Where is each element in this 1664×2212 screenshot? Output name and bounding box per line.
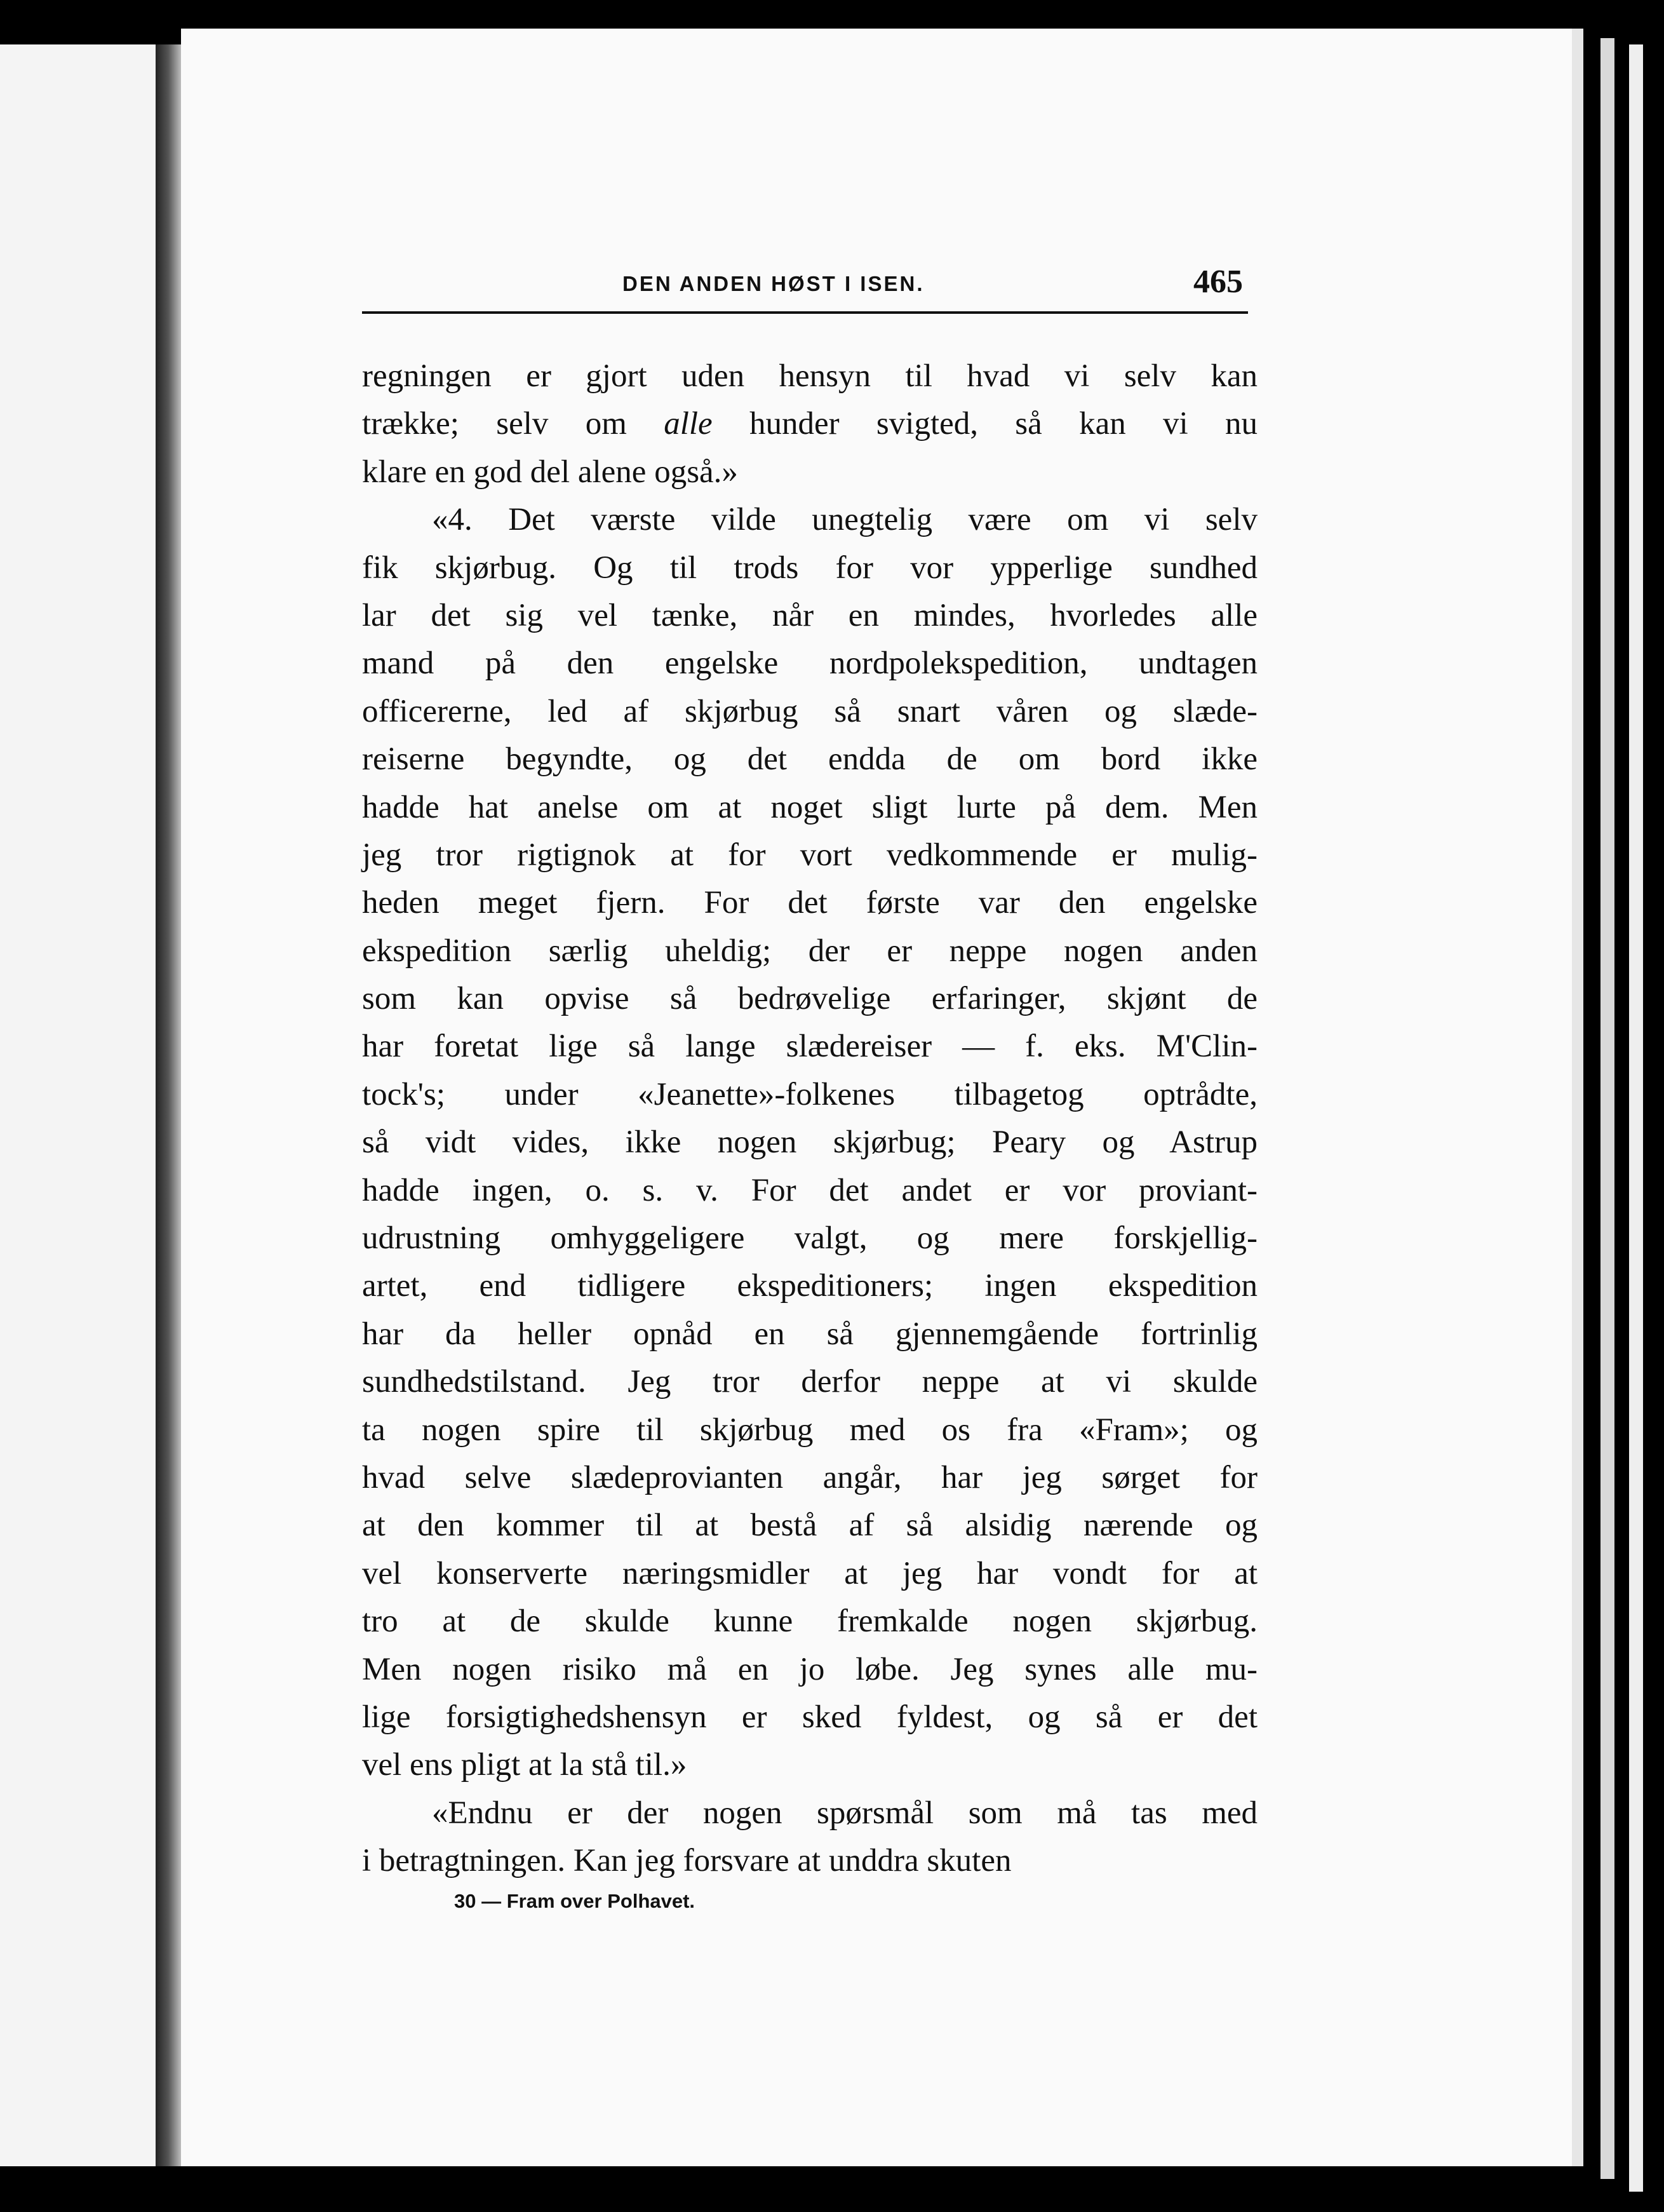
body-text	[362, 353, 1258, 1885]
text-line: udrustning omhyggeligere valgt, og mere forskjellig-	[362, 1220, 1258, 1257]
text-line: officererne, led af skjørbug så snart våren og slæde-	[362, 693, 1258, 729]
paragraph	[362, 1790, 1258, 1885]
text-line: reiserne begyndte, og det endda de om bord ikke	[362, 741, 1258, 778]
running-title: DEN ANDEN HØST I ISEN.	[622, 272, 925, 295]
text-line: artet, end tidligere ekspeditioners; ingen ekspedition	[362, 1268, 1258, 1304]
page-edge	[1629, 44, 1643, 2192]
text-line: fik skjørbug. Og til trods for vor ypperlige sundhed	[362, 550, 1258, 586]
text-line: sundhedstilstand. Jeg tror derfor neppe at vi skulde	[362, 1364, 1258, 1400]
text-line: klare en god del alene også.»	[362, 454, 738, 490]
text-line: ta nogen spire til skjørbug med os fra «Fram»; og	[362, 1412, 1258, 1448]
text-line: vel ens pligt at la stå til.»	[362, 1747, 687, 1783]
page-edge	[1600, 38, 1614, 2179]
text-line: ekspedition særlig uheldig; der er neppe nogen anden	[362, 933, 1258, 969]
text-line: har da heller opnåd en så gjennemgående fortrinlig	[362, 1316, 1258, 1352]
text-line: som kan opvise så bedrøvelige erfaringer, skjønt de	[362, 981, 1258, 1017]
text-line: at den kommer til at bestå af så alsidig nærende og	[362, 1507, 1258, 1544]
text-line: hadde ingen, o. s. v. For det andet er vor proviant-	[362, 1172, 1258, 1208]
paragraph	[362, 353, 1258, 496]
text-line: mand på den engelske nordpolekspedition, undtagen	[362, 645, 1258, 682]
running-head	[362, 264, 1248, 314]
text-line: i betragtningen. Kan jeg forsvare at unddra skuten	[362, 1843, 1012, 1879]
text-line: hadde hat anelse om at noget sligt lurte på dem. Men	[362, 789, 1258, 825]
text-line: har foretat lige så lange slædereiser — f. eks. M'Clin-	[362, 1028, 1258, 1065]
printer-signature: 30 — Fram over Polhavet.	[454, 1890, 695, 1912]
page-edge	[1572, 29, 1583, 2166]
text-line: jeg tror rigtignok at for vort vedkommende er mulig-	[362, 837, 1258, 873]
text-line: lige forsigtighedshensyn er sked fyldest, og så er det	[362, 1699, 1258, 1735]
text-line: «Endnu er der nogen spørsmål som må tas med	[432, 1795, 1258, 1831]
page-number: 465	[1193, 264, 1243, 300]
text-line: hvad selve slædeprovianten angår, har jeg sørget for	[362, 1459, 1258, 1495]
paragraph	[362, 496, 1258, 1790]
left-page-edge	[0, 44, 156, 2166]
text-line: så vidt vides, ikke nogen skjørbug; Peary og Astrup	[362, 1124, 1258, 1161]
text-line: «4. Det værste vilde unegtelig være om vi selv	[432, 502, 1258, 538]
emphasis: alle	[664, 406, 713, 442]
text-line: tro at de skulde kunne fremkalde nogen skjørbug.	[362, 1603, 1258, 1640]
text-line: trække; selv om alle hunder svigted, så kan vi nu	[362, 406, 1258, 442]
text-line: vel konserverte næringsmidler at jeg har vondt for at	[362, 1555, 1258, 1591]
text-line: lar det sig vel tænke, når en mindes, hvorledes alle	[362, 597, 1258, 633]
text-line: regningen er gjort uden hensyn til hvad vi selv kan	[362, 358, 1258, 394]
text-line: heden meget fjern. For det første var den engelske	[362, 885, 1258, 921]
text-line: Men nogen risiko må en jo løbe. Jeg synes alle mu-	[362, 1651, 1258, 1687]
text-line: tock's; under «Jeanette»-folkenes tilbagetog optrådte,	[362, 1076, 1258, 1112]
book-gutter	[156, 44, 181, 2166]
